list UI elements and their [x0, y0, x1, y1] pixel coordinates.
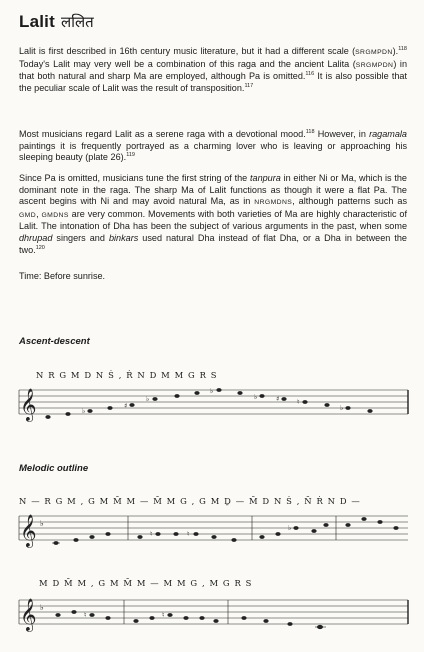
text-run: ). — [392, 46, 399, 56]
svg-text:♭: ♭ — [40, 603, 44, 612]
paragraph-mood — [19, 129, 407, 164]
svg-text:♮: ♮ — [150, 530, 153, 538]
title-row — [19, 12, 94, 32]
text-run: used natural Dha instead of flat Dha, or a Dha in between the two. — [19, 232, 407, 255]
text-run: in either Ni or Ma, which is the dominant note in the raga. The sharp Ma of Lalit functions as though it were a flat Pa. The ascent begins with Ni and may avoid natural Ma, as in — [19, 173, 407, 207]
text-run: singers and — [52, 232, 109, 243]
swara-line-outline-1: N — R G M , G M M̄ M — M̄ M G , G M Ḏ — M̄ D N Ṡ , N̄ Ṙ N D — — [19, 496, 361, 506]
italic-term: ragamala — [369, 129, 407, 139]
footnote-ref: 119 — [126, 152, 135, 159]
raga-title: Lalit — [19, 12, 55, 31]
svg-text:♭: ♭ — [82, 407, 86, 415]
text-run: Today's Lalit may very well be a combination of this raga and the ancient Lalita ( — [19, 58, 356, 69]
svg-text:𝄞: 𝄞 — [20, 598, 37, 631]
scale-notation: NRGMDNS — [254, 199, 293, 207]
swara-line-outline-2: M D M̄ M , G M M̄ M — M M G , M G R S — [39, 578, 253, 588]
heading-ascent-descent: Ascent-descent — [19, 336, 90, 347]
scale-notation: GMD — [19, 211, 37, 219]
svg-text:♯: ♯ — [124, 402, 128, 410]
text-run: Lalit is first described in 16th century music literature, but it had a different scale ( — [19, 46, 356, 56]
swara-line-ascent-descent: N R G M D N Ṡ , Ṙ N D M M G R S — [36, 370, 218, 380]
text-run: Since Pa is omitted, musicians tune the first string of the — [19, 173, 250, 183]
text-run: It is also possible that the peculiar scale of Lalit was the result of transposition. — [19, 71, 407, 93]
paragraph-time: Time: Before sunrise. — [19, 271, 106, 281]
italic-term: dhrupad — [19, 232, 53, 243]
svg-text:♭: ♭ — [40, 519, 44, 528]
heading-melodic-outline: Melodic outline — [19, 463, 89, 474]
svg-text:♭: ♭ — [210, 387, 214, 395]
italic-term: binkars — [108, 232, 139, 243]
text-run: , although patterns such as — [292, 196, 407, 207]
footnote-ref: 120 — [35, 244, 45, 251]
svg-text:♮: ♮ — [297, 398, 300, 406]
svg-text:♭: ♭ — [288, 524, 292, 532]
svg-text:♭: ♭ — [146, 395, 150, 403]
text-run: ) in that both natural and sharp Ma are employed, although Pa is omitted. — [19, 58, 407, 82]
italic-term: tanpura — [249, 173, 281, 183]
svg-text:♭: ♭ — [340, 404, 344, 412]
paragraph-history — [19, 46, 407, 94]
paragraph-tuning — [19, 173, 407, 256]
scale-notation: SRGMPDN — [355, 61, 394, 69]
footnote-ref: 116 — [305, 71, 315, 78]
text-run: , — [36, 208, 42, 219]
svg-text:♮: ♮ — [84, 611, 87, 619]
footnote-ref: 118 — [398, 45, 407, 52]
staff-ascent-descent — [0, 380, 424, 430]
svg-text:♯: ♯ — [276, 395, 280, 403]
svg-text:𝄞: 𝄞 — [20, 388, 37, 421]
svg-text:♮: ♮ — [187, 530, 190, 538]
text-run: paintings it is frequently portrayed as a charming lover who is leaving or approaching his sleeping beauty (plate 26). — [19, 140, 407, 163]
svg-text:♮: ♮ — [162, 611, 165, 619]
svg-text:♭: ♭ — [254, 393, 258, 401]
scale-notation: SRGMPDN — [355, 49, 393, 56]
footnote-ref: 118 — [305, 128, 315, 135]
staff-outline-2 — [0, 590, 424, 640]
svg-text:𝄞: 𝄞 — [20, 514, 37, 547]
scale-notation: GMDNS — [41, 211, 69, 219]
raga-title-devanagari: ललित — [60, 13, 94, 31]
footnote-ref: 117 — [244, 82, 254, 89]
staff-outline-1 — [0, 506, 424, 556]
text-run: are very common. Movements with both varieties of Ma are highly characteristic of Lalit. The intonation of Dha has been the subject of various arguments in the past, when some — [19, 208, 407, 232]
text-run: However, in — [314, 129, 370, 139]
text-run: Most musicians regard Lalit as a serene raga with a devotional mood. — [19, 129, 306, 139]
